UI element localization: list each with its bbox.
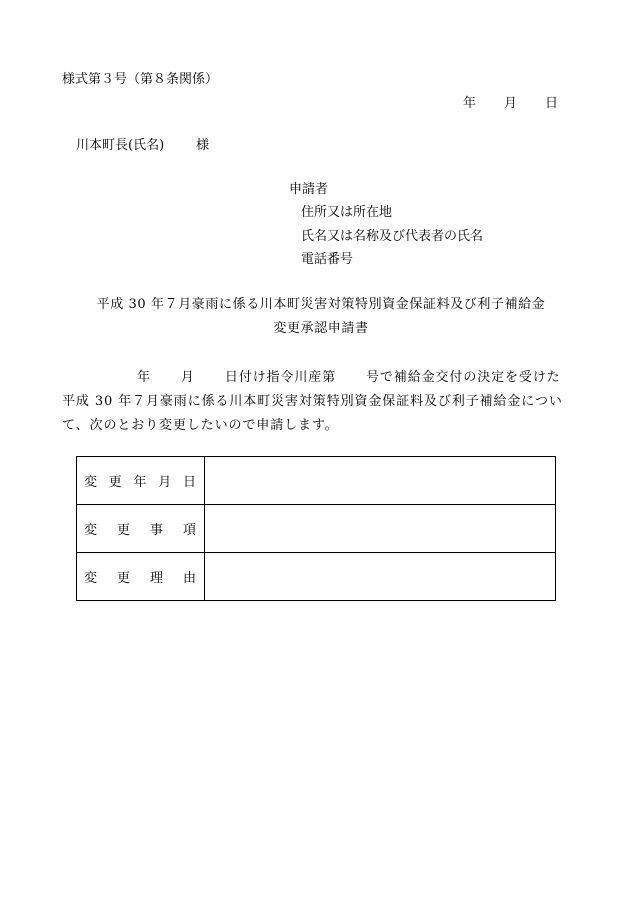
applicant-address-label: 住所又は所在地 <box>301 205 393 220</box>
label-char: 変 <box>84 523 98 538</box>
applicant-phone-label: 電話番号 <box>301 252 354 267</box>
addressee-honorific: 様 <box>196 138 210 153</box>
applicant-heading: 申請者 <box>289 182 329 197</box>
table-row <box>77 505 556 553</box>
label-char: 更 <box>116 523 130 538</box>
document-title-line2: 変更承認申請書 <box>273 321 369 336</box>
label-char: 由 <box>182 571 196 586</box>
body-decision-ref: 日付け指令川産第 <box>224 370 337 385</box>
change-date-label <box>77 457 205 505</box>
label-char: 理 <box>149 571 163 586</box>
date-year-label: 年 <box>462 96 476 111</box>
label-char: 変 <box>84 475 98 490</box>
addressee <box>76 134 209 153</box>
label-char: 変 <box>84 571 98 586</box>
change-table <box>76 456 556 601</box>
body-year: 年 <box>137 370 151 385</box>
label-chars <box>84 567 196 586</box>
date-line <box>463 92 558 111</box>
body-month: 月 <box>180 370 195 385</box>
table-row <box>77 457 556 505</box>
label-char: 事 <box>149 523 163 538</box>
label-char: 更 <box>116 571 130 586</box>
form-number: 様式第３号（第８条関係） <box>62 72 219 87</box>
label-char: 日 <box>182 475 196 490</box>
date-day-label: 日 <box>544 96 558 111</box>
table-row <box>77 553 556 601</box>
addressee-name: 川本町長(氏名) <box>76 138 165 153</box>
body-number-suffix: 号で補給金交付の決定を受けた平成 30 年７月豪雨に係る川本町災害対策特別資金保証料及び利子補給金について、次のとおり変更したいので申請します。 <box>62 370 563 433</box>
change-item-label <box>77 505 205 553</box>
change-item-field[interactable] <box>205 505 556 553</box>
change-date-field[interactable] <box>205 457 556 505</box>
body-paragraph <box>62 366 572 438</box>
label-chars <box>84 519 196 538</box>
label-char: 年 <box>133 475 147 490</box>
document-title-line1: 平成 30 年７月豪雨に係る川本町災害対策特別資金保証料及び利子補給金 <box>96 297 546 312</box>
change-reason-field[interactable] <box>205 553 556 601</box>
applicant-name-label: 氏名又は名称及び代表者の氏名 <box>301 229 484 244</box>
label-chars <box>84 471 196 490</box>
label-char: 項 <box>182 523 196 538</box>
label-char: 更 <box>108 475 122 490</box>
date-month-label: 月 <box>503 96 517 111</box>
label-char: 月 <box>158 475 172 490</box>
change-reason-label <box>77 553 205 601</box>
